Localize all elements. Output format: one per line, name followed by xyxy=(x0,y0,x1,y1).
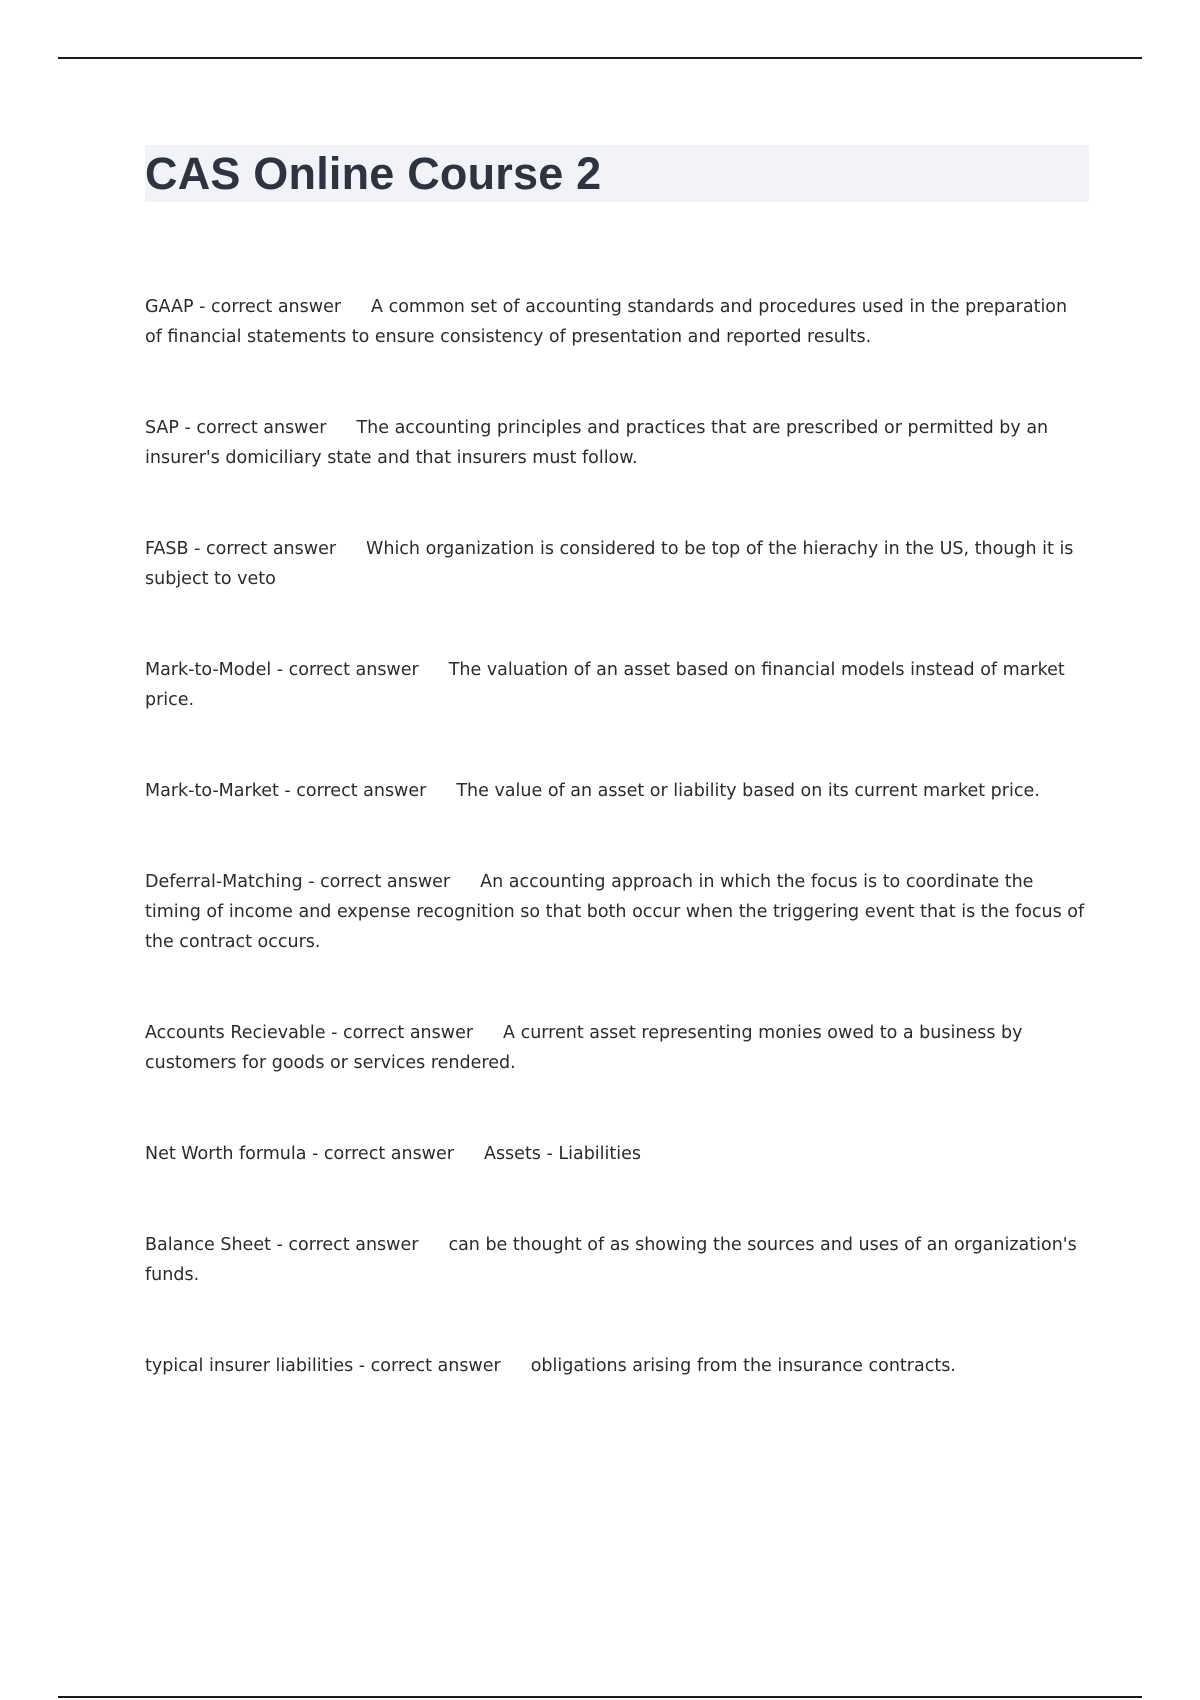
entry-answer: The accounting principles and practices that are prescribed or permitted by an insurer's domiciliary state and that insurers must follow. xyxy=(145,418,1049,468)
entry-separator: - correct answer xyxy=(302,872,451,892)
entry-separator: - correct answer xyxy=(325,1023,474,1043)
entry-answer: obligations arising from the insurance contracts. xyxy=(530,1356,956,1376)
entry-term: Mark-to-Market xyxy=(145,781,279,801)
entry-term: Accounts Recievable xyxy=(145,1023,326,1043)
entry-separator: - correct answer xyxy=(178,418,327,438)
entry-typical-insurer-liabilities xyxy=(145,1351,1085,1381)
entry-term: GAAP xyxy=(145,297,194,317)
entry-sap xyxy=(145,413,1085,473)
entry-separator: - correct answer xyxy=(193,297,342,317)
entry-answer: A common set of accounting standards and procedures used in the preparation of financial statements to ensure consistency of presentation and reported results. xyxy=(145,297,1068,347)
entry-term: Mark-to-Model xyxy=(145,660,272,680)
entry-answer: Assets - Liabilities xyxy=(483,1144,641,1164)
bottom-rule xyxy=(58,1696,1142,1698)
entry-answer: The value of an asset or liability based on its current market price. xyxy=(456,781,1040,801)
entry-term: SAP xyxy=(145,418,179,438)
entry-term: Deferral-Matching xyxy=(145,872,303,892)
entry-term: Net Worth formula xyxy=(145,1144,307,1164)
entry-separator: - correct answer xyxy=(353,1356,501,1376)
entry-balance-sheet xyxy=(145,1230,1085,1290)
title-block xyxy=(145,145,1089,202)
entry-separator: - correct answer xyxy=(278,781,427,801)
entry-answer: Which organization is considered to be top of the hierachy in the US, though it is subject to veto xyxy=(145,539,1074,589)
entry-term: Balance Sheet xyxy=(145,1235,271,1255)
entries-list xyxy=(145,292,1085,1381)
entry-answer: An accounting approach in which the focus is to coordinate the timing of income and expense recognition so that both occur when the triggering event that is the focus of the contract occurs. xyxy=(145,872,1085,952)
entry-mark-to-model xyxy=(145,655,1085,715)
entry-answer: can be thought of as showing the sources and uses of an organization's funds. xyxy=(145,1235,1077,1285)
entry-separator: - correct answer xyxy=(271,660,419,680)
entry-separator: - correct answer xyxy=(188,539,337,559)
entry-accounts-recievable xyxy=(145,1018,1085,1078)
entry-deferral-matching xyxy=(145,867,1085,957)
entry-fasb xyxy=(145,534,1085,594)
document-title: CAS Online Course 2 xyxy=(145,148,602,199)
entry-term: FASB xyxy=(145,539,189,559)
top-rule xyxy=(58,57,1142,59)
entry-answer: A current asset representing monies owed to a business by customers for goods or services rendered. xyxy=(145,1023,1023,1073)
entry-separator: - correct answer xyxy=(306,1144,454,1164)
entry-term: typical insurer liabilities xyxy=(145,1356,354,1376)
entry-gaap xyxy=(145,292,1085,352)
entry-net-worth-formula xyxy=(145,1139,1085,1169)
entry-separator: - correct answer xyxy=(270,1235,419,1255)
entry-mark-to-market xyxy=(145,776,1085,806)
entry-answer: The valuation of an asset based on financial models instead of market price. xyxy=(145,660,1065,710)
